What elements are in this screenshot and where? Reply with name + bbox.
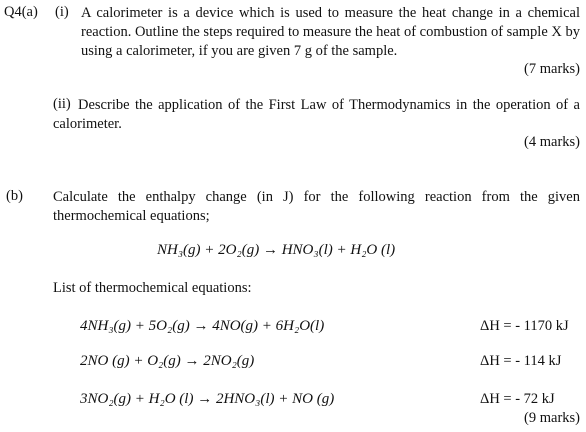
part-b-label: (b) [6, 188, 23, 204]
delta-h-3: ΔH = - 72 kJ [480, 391, 555, 407]
question-number: Q4(a) [4, 4, 38, 20]
delta-h-2: ΔH = - 114 kJ [480, 353, 562, 369]
main-reaction: NH₃(g) + 2O₂(g) → HNO₃(l) + H₂O (l) [157, 242, 396, 258]
part-b-text: Calculate the enthalpy change (in J) for the following reaction from the given thermochemical equations; [53, 189, 580, 224]
part-ii-text: Describe the application of the First Law of Thermodynamics in the operation of a calorimeter. [53, 97, 580, 132]
equation-2: 2NO (g) + O₂(g) → 2NO₂(g) [80, 353, 255, 369]
part-ii-label: (ii) [53, 96, 71, 112]
equation-1: 4NH₃(g) + 5O₂(g) → 4NO(g) + 6H₂O(l) [80, 318, 325, 334]
delta-h-1: ΔH = - 1170 kJ [480, 318, 569, 334]
part-i-marks: (7 marks) [524, 61, 580, 77]
equations-heading: List of thermochemical equations: [53, 280, 252, 296]
part-i-label: (i) [55, 4, 69, 20]
part-ii-marks: (4 marks) [524, 134, 580, 150]
part-b-marks: (9 marks) [524, 410, 580, 426]
part-i-text: A calorimeter is a device which is used to measure the heat change in a chemical reaction. Outline the steps required to measure the heat of combustion of sample X by using a calorimeter, if you are given 7 g of the sample. [81, 5, 580, 59]
equation-3: 3NO₂(g) + H₂O (l) → 2HNO₃(l) + NO (g) [80, 391, 335, 407]
